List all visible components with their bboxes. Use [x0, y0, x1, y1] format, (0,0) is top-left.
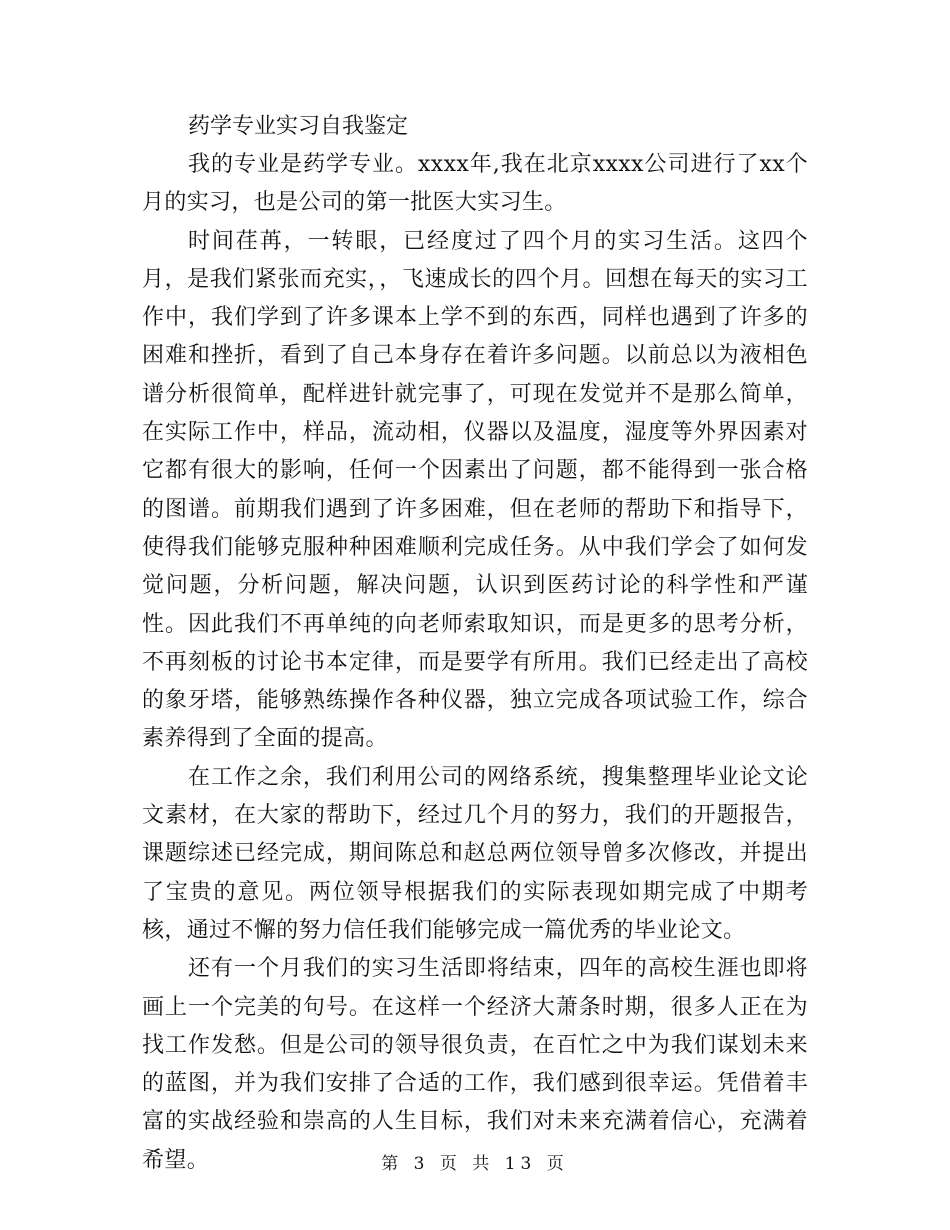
- page-number-footer: 第 3 页 共 13 页: [381, 1154, 569, 1174]
- document-body: [142, 108, 808, 1180]
- paragraph-2: 时间荏苒，一转眼，已经度过了四个月的实习生活。这四个月，是我们紧张而充实，，飞速成长的四个月。回想在每天的实习工作中，我们学到了许多课本上学不到的东西，同样也遇到了许多的困难和挫折，看到了自己本身存在着许多问题。以前总以为液相色谱分析很简单，配样进针就完事了，可现在发觉并不是那么简单，在实际工作中，样品，流动相，仪器以及温度，湿度等外界因素对它都有很大的影响，任何一个因素出了问题，都不能得到一张合格的图谱。前期我们遇到了许多困难，但在老师的帮助下和指导下，使得我们能够克服种种困难顺利完成任务。从中我们学会了如何发觉问题，分析问题，解决问题，认识到医药讨论的科学性和严谨性。因此我们不再单纯的向老师索取知识，而是更多的思考分析，不再刻板的讨论书本定律，而是要学有所用。我们已经走出了高校的象牙塔，能够熟练操作各种仪器，独立完成各项试验工作，综合素养得到了全面的提高。: [142, 228, 808, 752]
- document-title: 药学专业实习自我鉴定: [188, 114, 409, 139]
- paragraph-4: 还有一个月我们的实习生活即将结束，四年的高校生涯也即将画上一个完美的句号。在这样一个经济大萧条时期，很多人正在为找工作发愁。但是公司的领导很负责，在百忙之中为我们谋划未来的蓝图，并为我们安排了合适的工作，我们感到很幸运。凭借着丰富的实战经验和崇高的人生目标，我们对未来充满着信心，充满着希望。: [142, 956, 808, 1173]
- paragraph-3: 在工作之余，我们利用公司的网络系统，搜集整理毕业论文论文素材，在大家的帮助下，经过几个月的努力，我们的开题报告，课题综述已经完成，期间陈总和赵总两位领导曾多次修改，并提出了宝贵的意见。两位领导根据我们的实际表现如期完成了中期考核，通过不懈的努力信任我们能够完成一篇优秀的毕业论文。: [142, 764, 808, 943]
- paragraph-1: 我的专业是药学专业。xxxx年,我在北京xxxx公司进行了xx个月的实习，也是公司的第一批医大实习生。: [142, 152, 808, 216]
